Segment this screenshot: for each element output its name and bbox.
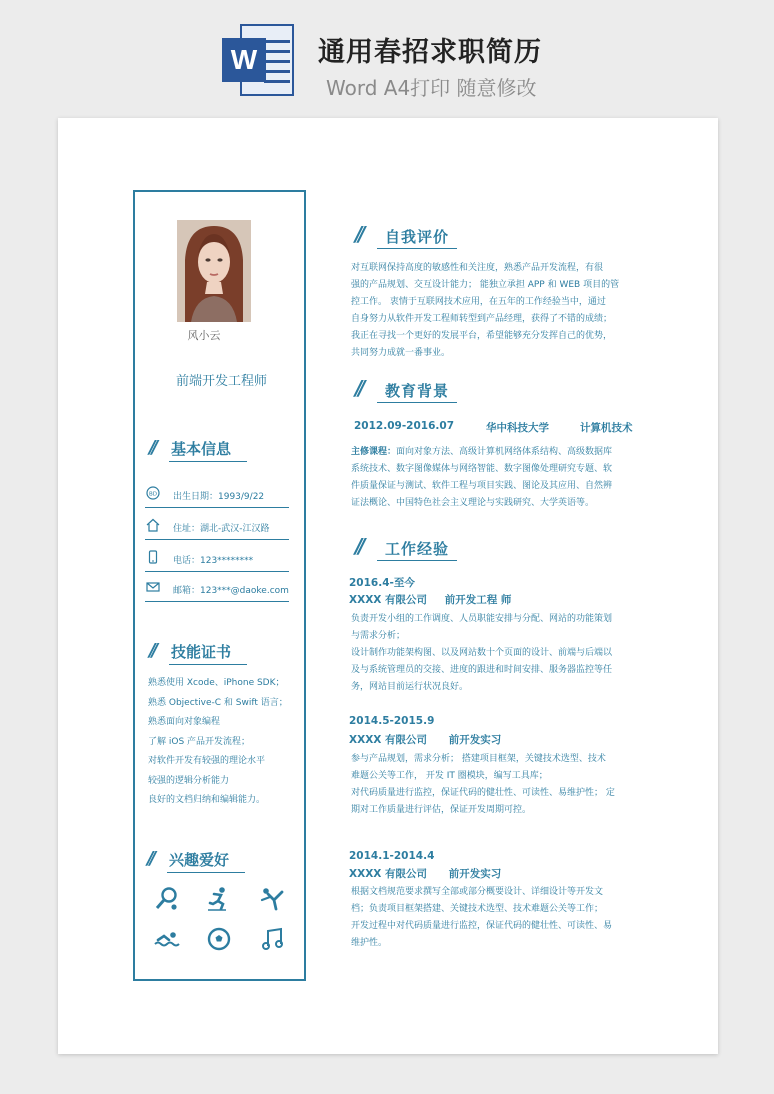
job-description	[351, 751, 651, 819]
heading-underline	[377, 248, 457, 249]
envelope-icon	[145, 580, 161, 596]
job-date: 2016.4-至今	[349, 577, 415, 589]
text-line: 期对工作质量进行评估，保证开发周期可控。	[351, 805, 532, 815]
heading-underline	[377, 402, 457, 403]
job-description	[351, 611, 651, 696]
basic-info-heading-label: 基本信息	[171, 440, 232, 458]
job-company-row	[349, 866, 501, 881]
slash-icon: //	[149, 640, 155, 661]
email-text: 邮箱：123***@daoke.com	[173, 586, 289, 596]
text-line: 务，网站目前运行状况良好。	[351, 682, 469, 692]
heading-underline	[167, 872, 245, 873]
word-logo-letter: W	[222, 38, 266, 82]
birthday-row	[145, 484, 289, 508]
football-icon	[205, 926, 233, 954]
education-period: 2012.09-2016.07	[354, 420, 455, 432]
gymnastics-icon	[259, 886, 287, 914]
badminton-icon	[153, 886, 181, 914]
heading-underline	[169, 461, 247, 462]
text-line: 证法概论、中国特色社会主义理论与实践研究、大学英语等。	[351, 498, 595, 508]
hobbies-heading	[147, 847, 247, 871]
text-line: 档；负责项目框架搭建、关键技术选型、技术难题公关等工作；	[351, 904, 604, 914]
resume-page	[58, 118, 718, 1054]
address-text: 住址：湖北-武汉-江汉路	[173, 524, 270, 534]
text-line: 根据文档规范要求撰写全部或部分概要设计、详细设计等开发文	[351, 887, 604, 897]
birthday-text: 出生日期：1993/9/22	[173, 492, 265, 502]
job-role: 前开发实习	[448, 868, 502, 880]
skill-item: 熟悉使用 Xcode、iPhone SDK；	[148, 678, 285, 688]
job-company: XXXX 有限公司	[349, 734, 428, 746]
education-heading-label: 教育背景	[385, 382, 450, 400]
home-icon	[145, 518, 161, 534]
text-line: 对互联网保持高度的敏感性和关注度，熟悉产品开发流程，有很	[351, 263, 604, 273]
text-line: 面向对象方法、高级计算机网络体系结构、高级数据库	[396, 447, 613, 457]
heading-underline	[377, 560, 457, 561]
text-line: 对代码质量进行监控，保证代码的健壮性、可读性、易维护性； 定	[351, 788, 615, 798]
basic-info-heading	[149, 436, 249, 460]
education-courses	[351, 444, 653, 512]
text-line: 难题公关等工作， 开发 IT 圈模块，编写工具库；	[351, 771, 548, 781]
address-row	[145, 516, 289, 540]
education-heading	[355, 376, 685, 402]
work-heading-label: 工作经验	[385, 540, 450, 558]
skating-icon	[205, 886, 233, 914]
slash-icon: //	[355, 376, 362, 400]
birthday-icon	[145, 486, 161, 502]
self-eval-text	[351, 260, 651, 362]
text-line: 系统技术、数字图像媒体与网络智能、数字图像处理研究专题、软	[351, 464, 613, 474]
text-line: 与需求分析；	[351, 631, 406, 641]
hobbies-heading-label: 兴趣爱好	[169, 851, 230, 869]
courses-label: 主修课程：	[351, 447, 397, 457]
text-line: 开发过程中对代码质量进行监控，保证代码的健壮性、可读性、易	[351, 921, 613, 931]
music-icon	[259, 926, 287, 954]
phone-icon	[145, 550, 161, 566]
profile-name: 风小云	[187, 329, 221, 342]
text-line: 自身努力从软件开发工程师转型到产品经理，获得了不错的成绩；	[351, 314, 613, 324]
slash-icon: //	[149, 437, 155, 458]
job-role: 前开发工程 师	[444, 594, 512, 606]
skills-heading	[149, 639, 249, 663]
email-row	[145, 578, 289, 602]
banner-subtitle: Word A4打印 随意修改	[326, 76, 537, 100]
swimming-icon	[153, 926, 181, 954]
skill-item: 熟悉面向对象编程	[148, 717, 221, 727]
text-line: 我正在寻找一个更好的发展平台，希望能够充分发挥自己的优势，	[351, 331, 613, 341]
text-line: 参与产品规划，需求分析； 搭建项目框架，关键技术选型、技术	[351, 754, 606, 764]
skill-item: 良好的文档归纳和编辑能力。	[148, 795, 266, 805]
job-date: 2014.5-2015.9	[349, 715, 435, 727]
job-role: 前开发实习	[448, 734, 502, 746]
slash-icon: //	[355, 222, 362, 246]
skill-item: 熟悉 Objective-C 和 Swift 语言；	[148, 697, 288, 708]
job-description	[351, 884, 651, 952]
skill-item: 对软件开发有较强的理论水平	[148, 756, 266, 766]
banner-title: 通用春招求职简历	[318, 37, 542, 68]
svg-text:BD: BD	[148, 491, 158, 498]
self-eval-heading-label: 自我评价	[385, 228, 450, 246]
text-line: 控工作。 衷情于互联网技术应用，在五年的工作经验当中，通过	[351, 297, 606, 307]
phone-text: 电话：123********	[173, 556, 254, 566]
text-line: 件质量保证与测试、软件工程与项目实践、图论及其应用、自然辨	[351, 481, 613, 491]
banner	[0, 0, 774, 110]
work-heading	[355, 534, 685, 560]
skills-list	[148, 674, 306, 811]
job-company: XXXX 有限公司	[349, 868, 428, 880]
job-company-row	[349, 732, 501, 747]
text-line: 强的产品规划、交互设计能力； 能独立承担 APP 和 WEB 项目的管	[351, 280, 620, 290]
job-date: 2014.1-2014.4	[349, 850, 435, 862]
profile-job-title: 前端开发工程师	[175, 374, 267, 389]
heading-underline	[169, 664, 247, 665]
text-line: 共同努力成就一番事业。	[351, 348, 451, 358]
education-school: 华中科技大学	[486, 422, 549, 434]
job-company-row	[349, 592, 511, 607]
text-line: 维护性。	[351, 938, 388, 948]
portrait-image	[177, 220, 251, 322]
skills-heading-label: 技能证书	[171, 643, 232, 661]
slash-icon: //	[147, 848, 153, 869]
skill-item: 了解 iOS 产品开发流程；	[148, 736, 251, 747]
job-company: XXXX 有限公司	[349, 594, 428, 606]
self-eval-heading	[355, 222, 685, 248]
education-major: 计算机技术	[580, 422, 633, 434]
text-line: 设计制作功能架构图、以及网站数十个页面的设计、前端与后端以	[351, 648, 613, 658]
word-logo-icon	[222, 24, 294, 96]
text-line: 负责开发小组的工作调度、人员职能安排与分配、网站的功能策划	[351, 614, 613, 624]
phone-row	[145, 548, 289, 572]
profile-photo	[177, 220, 251, 322]
text-line: 及与系统管理员的交接、进度的跟进和时间安排、服务器监控等任	[351, 665, 613, 675]
resume-sidebar	[133, 190, 306, 981]
slash-icon: //	[355, 534, 362, 558]
skill-item: 较强的逻辑分析能力	[148, 775, 230, 786]
